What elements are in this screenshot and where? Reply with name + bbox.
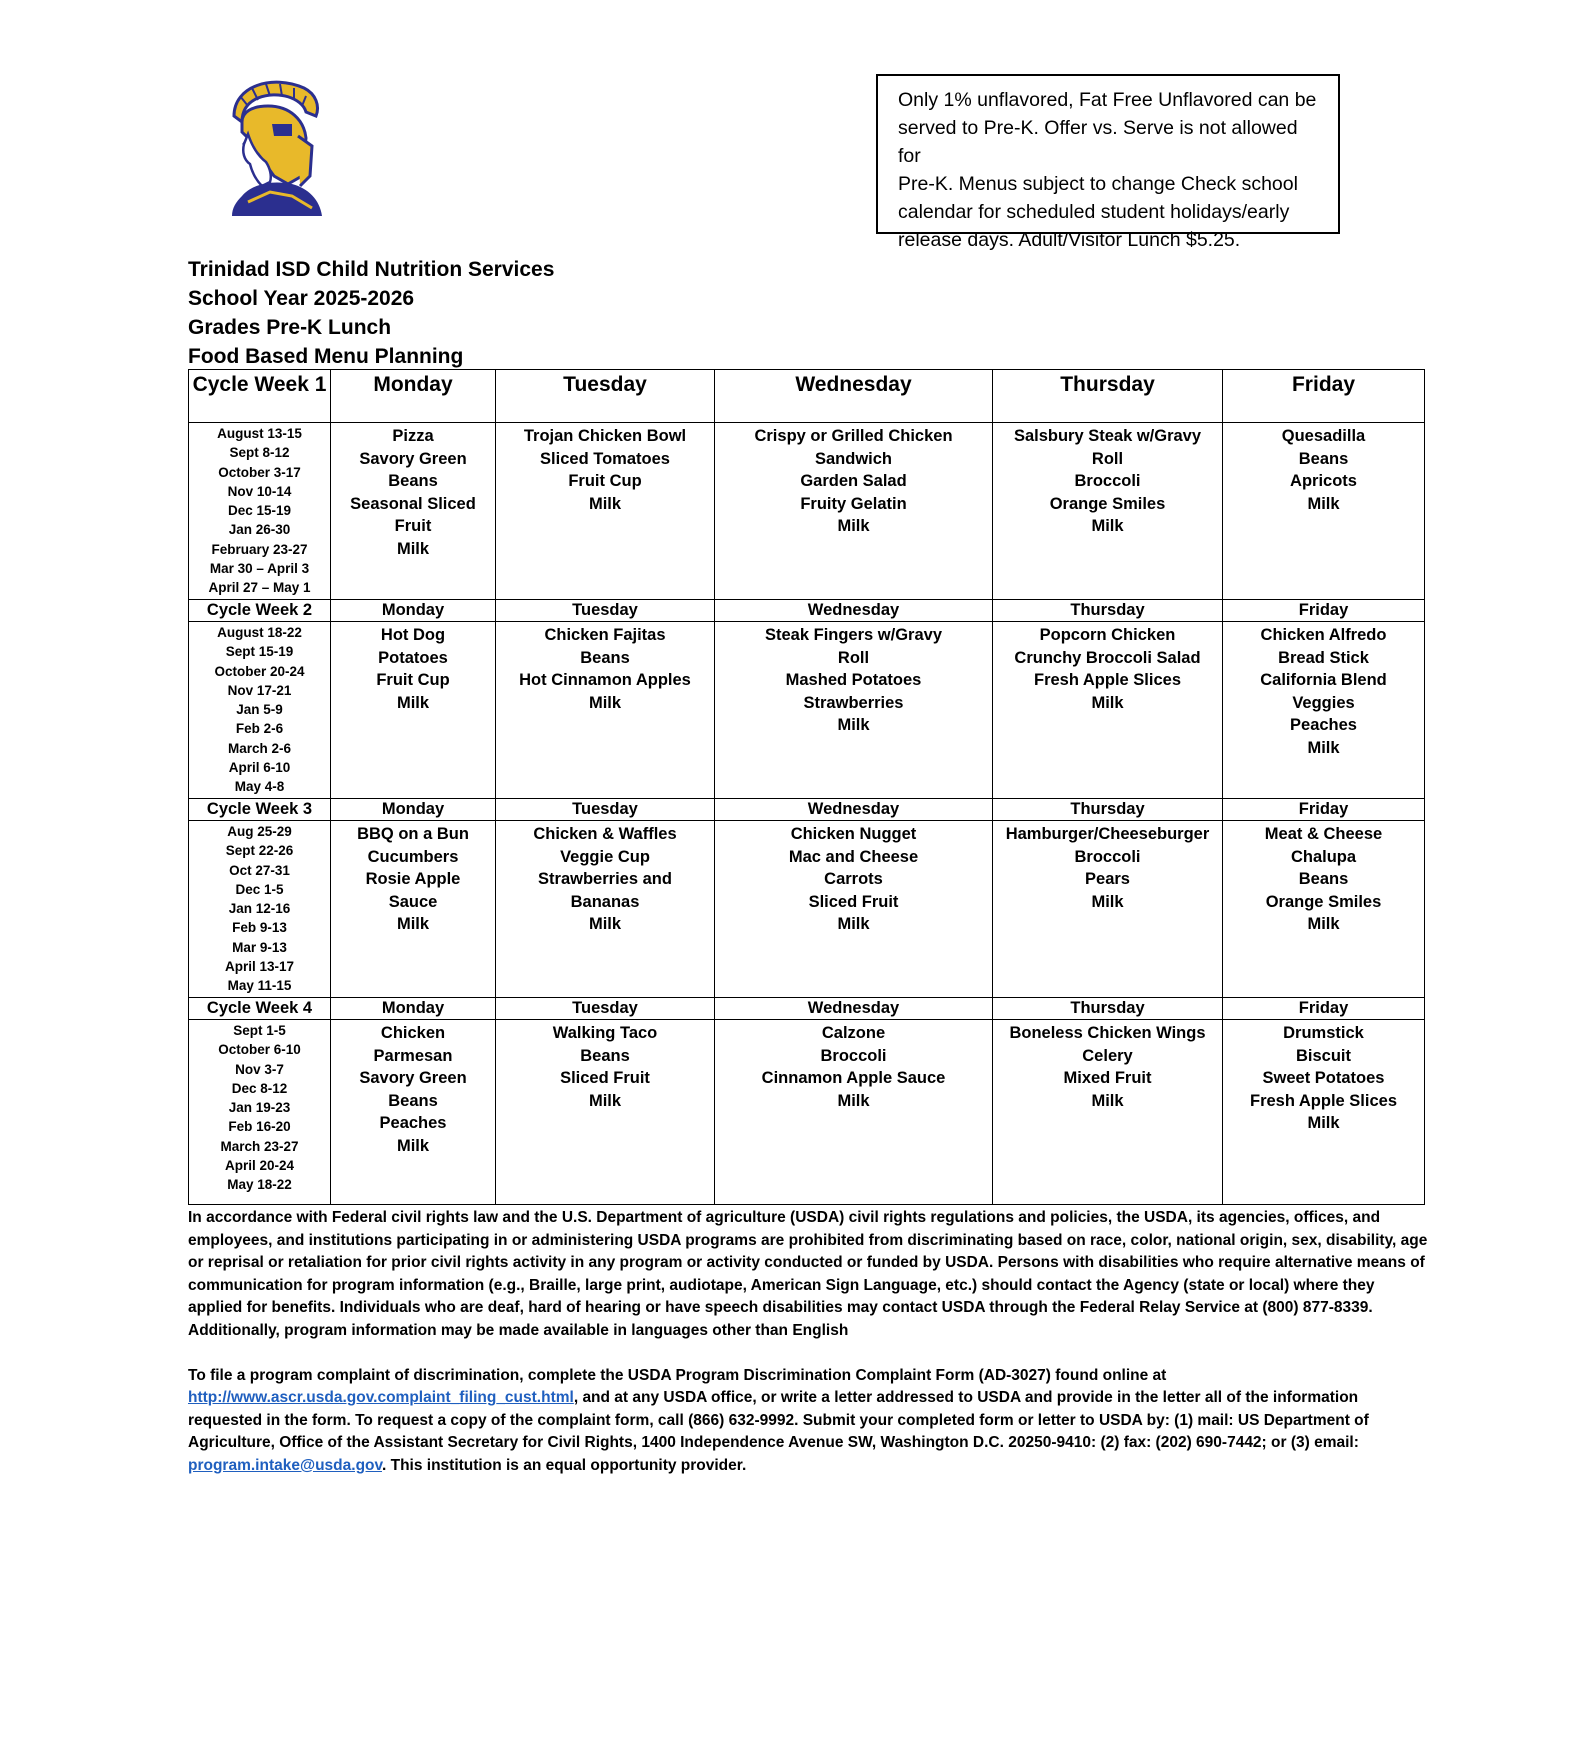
menu-item: Strawberries	[803, 693, 904, 712]
document-heading	[188, 255, 554, 371]
menu-cell-monday	[331, 821, 496, 998]
menu-table	[188, 369, 1425, 1205]
menu-item: Strawberries and	[538, 870, 672, 889]
menu-item: Bread Stick	[1278, 648, 1369, 667]
notice-line: Pre-K. Menus subject to change Check school	[898, 173, 1298, 195]
week-menu-row	[189, 821, 1425, 998]
menu-item: Chicken Fajitas	[544, 626, 666, 644]
menu-item: Boneless Chicken Wings	[1009, 1024, 1206, 1042]
notice-line: served to Pre-K. Offer vs. Serve is not allowed for	[898, 117, 1298, 167]
cycle-dates-cell	[189, 1020, 331, 1205]
cycle-date: March 2-6	[227, 740, 292, 756]
menu-item: Milk	[837, 517, 870, 536]
menu-item: Milk	[1307, 1114, 1340, 1133]
cycle-week-label: Cycle Week 4	[189, 998, 331, 1020]
menu-item: Mac and Cheese	[788, 847, 919, 866]
menu-item: Walking Taco	[552, 1024, 658, 1042]
menu-cell-tuesday	[496, 423, 715, 600]
cycle-date: April 6-10	[228, 760, 291, 776]
cycle-date: Nov 17-21	[227, 682, 292, 698]
cycle-date: Feb 16-20	[228, 1119, 291, 1135]
menu-item: Beans	[1298, 870, 1349, 889]
day-header-wednesday: Wednesday	[715, 998, 993, 1020]
week-menu-row	[189, 622, 1425, 799]
menu-item: Milk	[588, 693, 622, 712]
nondiscrimination-statement	[188, 1207, 1428, 1500]
menu-item: Salsbury Steak w/Gravy	[1013, 427, 1202, 445]
cycle-date: Dec 1-5	[235, 881, 284, 897]
menu-cell-tuesday	[496, 821, 715, 998]
menu-item: Milk	[588, 494, 622, 513]
menu-item: Fruity Gelatin	[800, 494, 907, 513]
week-header-row	[189, 998, 1425, 1020]
menu-item: Parmesan	[373, 1046, 453, 1065]
cycle-date: April 27 – May 1	[208, 580, 311, 596]
menu-cell-monday	[331, 622, 496, 799]
menu-item: Quesadilla	[1281, 427, 1366, 445]
day-header-monday: Monday	[331, 600, 496, 622]
day-header-friday: Friday	[1223, 370, 1425, 423]
cycle-date: Nov 3-7	[235, 1061, 284, 1077]
cycle-week-label: Cycle Week 3	[189, 799, 331, 821]
menu-item: Popcorn Chicken	[1039, 626, 1176, 644]
menu-item: Celery	[1082, 1046, 1133, 1065]
complaint-paragraph	[188, 1365, 1428, 1478]
menu-item: Fruit	[394, 517, 432, 536]
notice-box	[876, 74, 1340, 251]
day-header-thursday: Thursday	[993, 600, 1223, 622]
week-menu-row	[189, 423, 1425, 600]
menu-cell-friday	[1223, 622, 1425, 799]
trojan-helmet-logo	[212, 76, 324, 224]
cycle-date: Jan 5-9	[236, 702, 283, 718]
cycle-date: August 18-22	[217, 625, 302, 640]
menu-item: Milk	[1307, 738, 1340, 757]
menu-cell-thursday	[993, 821, 1223, 998]
cycle-date: May 4-8	[234, 779, 285, 795]
menu-item: Hot Dog	[380, 626, 446, 644]
menu-cell-tuesday	[496, 622, 715, 799]
menu-cell-friday	[1223, 1020, 1425, 1205]
menu-item: Peaches	[1290, 716, 1357, 735]
menu-item: BBQ on a Bun	[357, 825, 469, 843]
week-header-row	[189, 799, 1425, 821]
menu-item: Peaches	[379, 1114, 447, 1133]
day-header-tuesday: Tuesday	[496, 998, 715, 1020]
menu-item: Potatoes	[378, 648, 448, 667]
day-header-friday: Friday	[1223, 799, 1425, 821]
menu-item: Chicken	[380, 1024, 446, 1042]
menu-item: Beans	[1298, 449, 1349, 468]
menu-item: Sweet Potatoes	[1262, 1069, 1385, 1088]
complaint-email-link[interactable]: program.intake@usda.gov	[188, 1456, 382, 1474]
menu-item: Cucumbers	[367, 847, 459, 866]
menu-cell-thursday	[993, 423, 1223, 600]
menu-item: Orange Smiles	[1049, 494, 1166, 513]
day-header-tuesday: Tuesday	[496, 799, 715, 821]
menu-item: Milk	[1091, 1091, 1124, 1110]
cycle-date: October 20-24	[214, 663, 305, 679]
menu-cell-thursday	[993, 1020, 1223, 1205]
cycle-date: March 23-27	[220, 1138, 299, 1154]
menu-item: Sliced Fruit	[560, 1069, 650, 1088]
menu-item: Garden Salad	[800, 472, 907, 491]
menu-item: Milk	[588, 915, 622, 934]
menu-cell-wednesday	[715, 1020, 993, 1205]
menu-cell-tuesday	[496, 1020, 715, 1205]
heading-organization: Trinidad ISD Child Nutrition Services	[188, 258, 555, 281]
menu-item: Orange Smiles	[1265, 892, 1382, 911]
cycle-date: Jan 12-16	[228, 901, 291, 917]
menu-item: Fruit Cup	[376, 671, 450, 690]
day-header-thursday: Thursday	[993, 998, 1223, 1020]
menu-cell-wednesday	[715, 622, 993, 799]
menu-cell-monday	[331, 423, 496, 600]
cycle-date: May 18-22	[227, 1177, 292, 1193]
menu-item: Seasonal Sliced	[350, 494, 476, 513]
menu-item: Cinnamon Apple Sauce	[761, 1069, 946, 1088]
menu-item: Broccoli	[1074, 847, 1141, 866]
day-header-thursday: Thursday	[993, 799, 1223, 821]
menu-item: Fruit Cup	[568, 472, 642, 491]
week-header-row	[189, 370, 1425, 423]
menu-item: Steak Fingers w/Gravy	[765, 626, 942, 644]
cycle-date: Mar 30 – April 3	[209, 561, 310, 577]
menu-item: Fresh Apple Slices	[1033, 671, 1182, 690]
menu-item: Sliced Fruit	[808, 892, 899, 911]
menu-item: Roll	[1091, 449, 1124, 468]
menu-item: Savory Green	[359, 449, 467, 468]
day-header-friday: Friday	[1223, 998, 1425, 1020]
menu-item: Carrots	[824, 870, 883, 889]
menu-item: Chicken Alfredo	[1260, 626, 1387, 644]
menu-item: Meat & Cheese	[1264, 825, 1383, 843]
cycle-date: Feb 9-13	[232, 920, 287, 936]
day-header-wednesday: Wednesday	[715, 370, 993, 423]
menu-item: Crispy or Grilled Chicken	[754, 427, 953, 445]
menu-item: Milk	[837, 716, 870, 735]
cycle-date: Dec 15-19	[227, 503, 292, 519]
menu-item: Chicken & Waffles	[533, 825, 677, 843]
cycle-date: October 6-10	[218, 1042, 301, 1058]
menu-cell-wednesday	[715, 423, 993, 600]
menu-item: Milk	[837, 915, 870, 934]
heading-grades: Grades Pre-K Lunch	[188, 316, 392, 339]
menu-item: Fresh Apple Slices	[1249, 1091, 1398, 1110]
menu-item: Sauce	[388, 892, 438, 911]
cycle-date: Feb 2-6	[235, 721, 284, 737]
day-header-monday: Monday	[331, 370, 496, 423]
menu-item: Biscuit	[1295, 1046, 1351, 1065]
notice-line: Only 1% unflavored, Fat Free Unflavored can be	[898, 89, 1317, 111]
complaint-form-link[interactable]: http://www.ascr.usda.gov.complaint_filing_cust.html	[188, 1389, 574, 1407]
menu-item: Milk	[588, 1091, 622, 1110]
menu-item: Apricots	[1290, 472, 1357, 491]
menu-item: Calzone	[821, 1024, 886, 1042]
cycle-dates-cell	[189, 423, 331, 600]
cycle-date: May 11-15	[227, 978, 292, 994]
menu-item: Beans	[580, 1046, 630, 1065]
day-header-tuesday: Tuesday	[496, 600, 715, 622]
menu-item: Savory Green	[359, 1069, 467, 1088]
menu-item: Beans	[388, 472, 438, 491]
menu-item: Milk	[396, 1136, 430, 1155]
menu-item: Hamburger/Cheeseburger	[1005, 825, 1210, 843]
menu-item: California Blend	[1260, 671, 1387, 690]
menu-item: Milk	[396, 915, 430, 934]
cycle-date: Sept 15-19	[225, 644, 294, 660]
cycle-date: August 13-15	[217, 426, 302, 441]
notice-line: calendar for scheduled student holidays/early	[898, 201, 1290, 223]
menu-item: Bananas	[570, 892, 640, 911]
heading-menu-type: Food Based Menu Planning	[188, 345, 464, 368]
day-header-monday: Monday	[331, 799, 496, 821]
menu-item: Sandwich	[814, 449, 892, 468]
menu-cell-monday	[331, 1020, 496, 1205]
day-header-friday: Friday	[1223, 600, 1425, 622]
menu-cell-friday	[1223, 821, 1425, 998]
cycle-dates-cell	[189, 821, 331, 998]
menu-item: Veggies	[1292, 693, 1355, 712]
cycle-date: February 23-27	[211, 541, 308, 557]
cycle-week-label: Cycle Week 1	[189, 370, 331, 423]
cycle-date: April 20-24	[224, 1158, 295, 1174]
menu-item: Milk	[396, 693, 430, 712]
menu-item: Roll	[837, 648, 870, 667]
menu-item: Pizza	[392, 427, 434, 445]
menu-item: Broccoli	[1074, 472, 1141, 491]
menu-item: Milk	[1091, 892, 1124, 911]
menu-item: Milk	[1307, 494, 1340, 513]
complaint-text-b: , and at any USDA office, or write a letter addressed to USDA and provide in the letter all of the information requested in the form. To request a copy of the complaint form, call (866) 632-9992. Submit your completed form or letter to USDA by: (1) mail: US Department of Agriculture, Office of the Assistant Secretary for Civil Rights, 1400 Independence Avenue SW, Washington D.C. 20250-9410: (2) fax: (202) 690-7442; or (3) email:	[188, 1389, 1369, 1452]
menu-item: Drumstick	[1283, 1024, 1364, 1042]
cycle-date: Jan 19-23	[228, 1100, 291, 1116]
day-header-wednesday: Wednesday	[715, 799, 993, 821]
menu-item: Milk	[1091, 693, 1124, 712]
day-header-monday: Monday	[331, 998, 496, 1020]
cycle-date: Sept 8-12	[229, 445, 290, 461]
menu-item: Rosie Apple	[365, 870, 461, 889]
menu-item: Broccoli	[820, 1046, 887, 1065]
cycle-date: April 13-17	[224, 959, 295, 975]
day-header-tuesday: Tuesday	[496, 370, 715, 423]
cycle-date: Nov 10-14	[227, 483, 292, 499]
menu-cell-wednesday	[715, 821, 993, 998]
cycle-date: Jan 26-30	[228, 522, 291, 538]
cycle-week-label: Cycle Week 2	[189, 600, 331, 622]
cycle-date: Oct 27-31	[229, 862, 290, 878]
heading-school-year: School Year 2025-2026	[188, 287, 415, 310]
menu-item: Crunchy Broccoli Salad	[1014, 648, 1201, 667]
menu-item: Hot Cinnamon Apples	[519, 671, 691, 690]
cycle-date: Aug 25-29	[227, 824, 292, 839]
menu-item: Mashed Potatoes	[785, 671, 922, 690]
notice-line: release days. Adult/Visitor Lunch $5.25.	[898, 229, 1241, 251]
complaint-text-c: . This institution is an equal opportunity provider.	[381, 1456, 747, 1474]
cycle-dates-cell	[189, 622, 331, 799]
menu-item: Milk	[396, 539, 430, 558]
menu-item: Milk	[1307, 915, 1340, 934]
complaint-text-a: To file a program complaint of discrimination, complete the USDA Program Discrimination Complaint Form (AD-3027) found online at	[188, 1366, 1167, 1384]
cycle-date: Mar 9-13	[232, 939, 287, 955]
menu-item: Pears	[1085, 870, 1130, 889]
menu-cell-friday	[1223, 423, 1425, 600]
week-menu-row	[189, 1020, 1425, 1205]
menu-item: Sliced Tomatoes	[540, 449, 670, 468]
menu-item: Milk	[837, 1091, 870, 1110]
civil-rights-paragraph: In accordance with Federal civil rights law and the U.S. Department of agriculture (USDA) civil rights regulations and policies, the USDA, its agencies, offices, and employees, and institutions participating in or administering USDA programs are prohibited from discriminating based on race, color, national origin, sex, disability, age or reprisal or retaliation for prior civil rights activity in any program or activity conducted or funded by USDA. Persons with disabilities who require alternative means of communication for program information (e.g., Braille, large print, audiotape, American Sign Language, etc.) should contact the Agency (state or local) where they applied for benefits. Individuals who are deaf, hard of hearing or have speech disabilities may contact USDA through the Federal Relay Service at (800) 877-8339. Additionally, program information may be made available in languages other than English	[188, 1209, 1428, 1339]
menu-item: Veggie Cup	[560, 847, 650, 866]
day-header-wednesday: Wednesday	[715, 600, 993, 622]
day-header-thursday: Thursday	[993, 370, 1223, 423]
menu-cell-thursday	[993, 622, 1223, 799]
menu-item: Chalupa	[1290, 847, 1357, 866]
menu-item: Beans	[388, 1091, 438, 1110]
menu-item: Trojan Chicken Bowl	[523, 427, 687, 445]
cycle-date: Sept 1-5	[233, 1023, 286, 1038]
cycle-date: Dec 8-12	[231, 1080, 288, 1096]
week-header-row	[189, 600, 1425, 622]
cycle-date: Sept 22-26	[225, 843, 294, 859]
menu-item: Beans	[580, 648, 630, 667]
cycle-date: October 3-17	[218, 464, 301, 480]
menu-item: Mixed Fruit	[1063, 1069, 1152, 1088]
menu-item: Chicken Nugget	[790, 825, 917, 843]
menu-item: Milk	[1091, 517, 1124, 536]
